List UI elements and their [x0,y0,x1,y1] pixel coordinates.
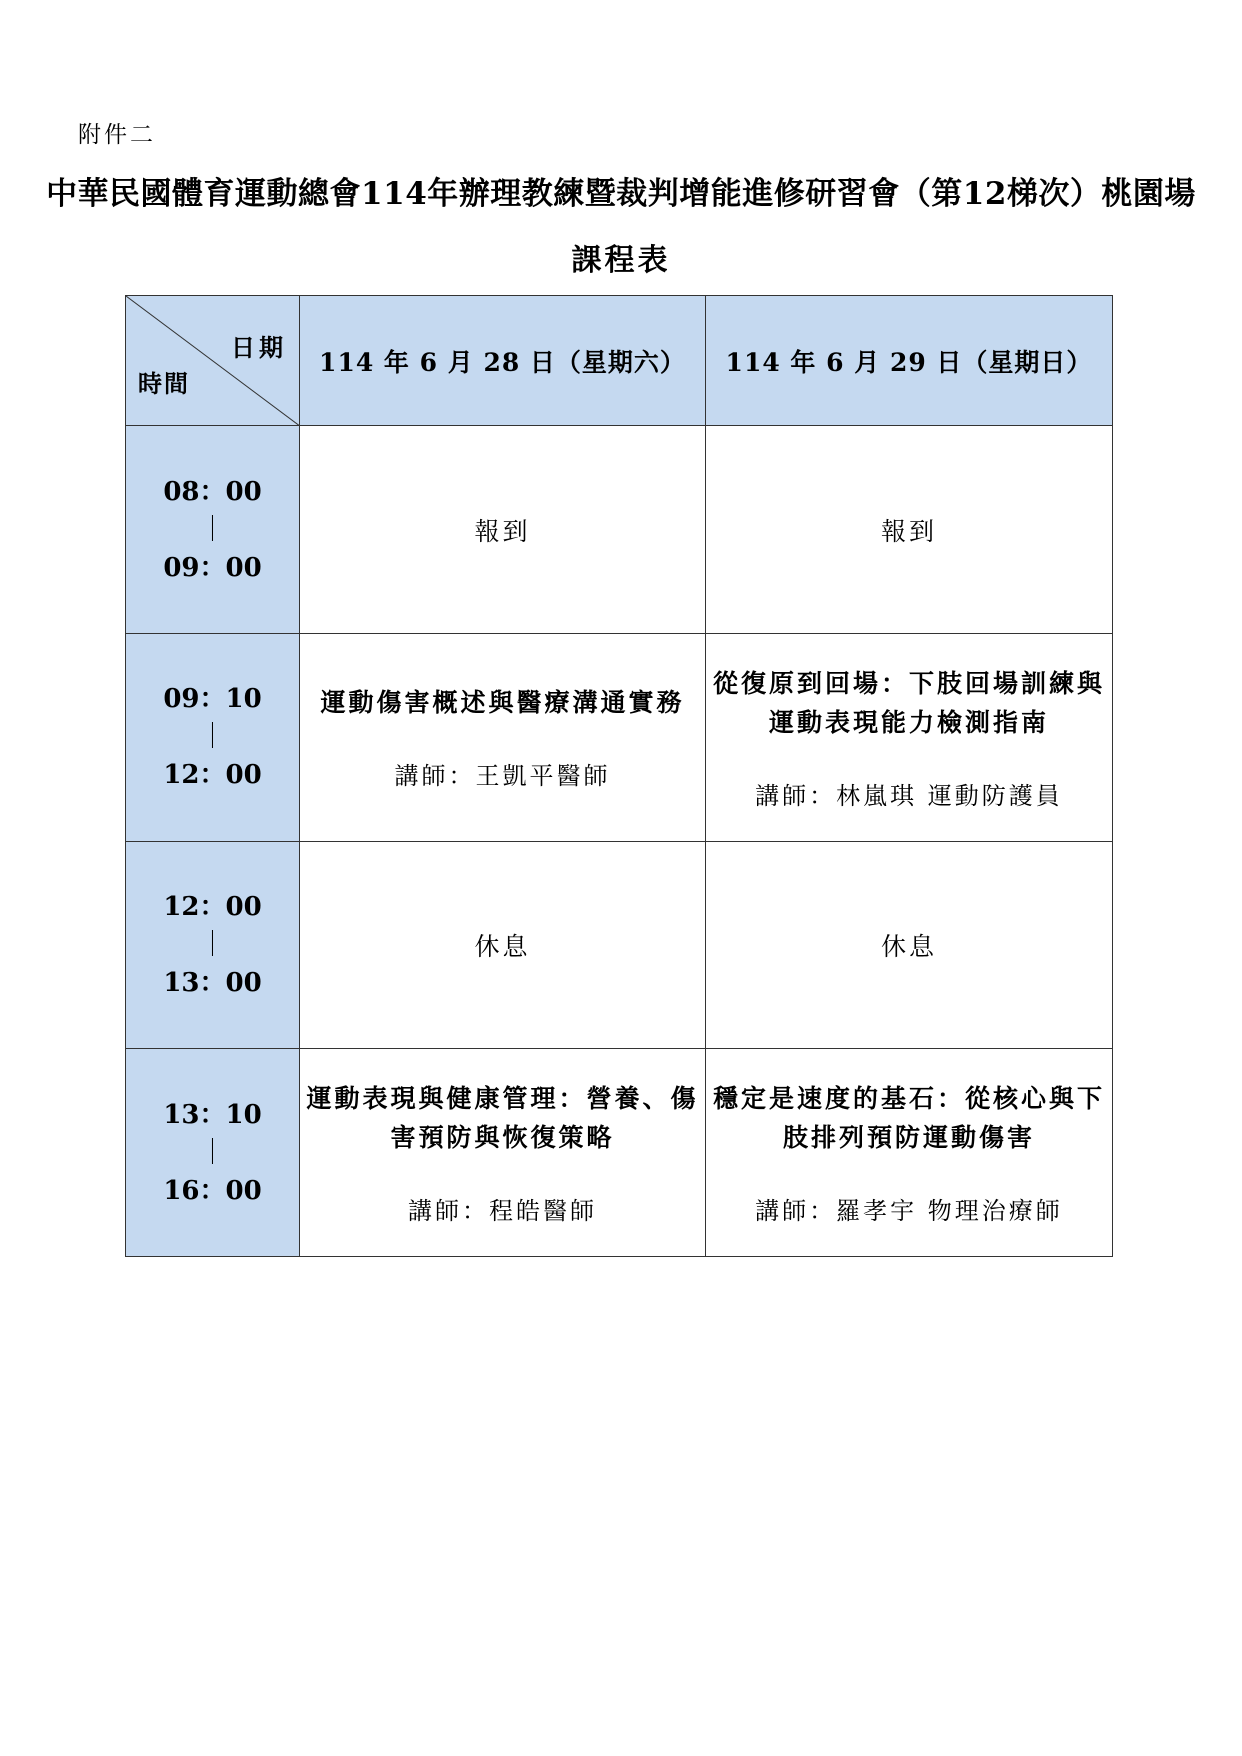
header-row [126,296,1113,426]
schedule-row [126,841,1113,1049]
time-slot [126,841,300,1049]
schedule-row [126,634,1113,842]
document-title: 中華民國體育運動總會114年辦理教練暨裁判增能進修研習會（第12梯次）桃園場 [46,176,1196,212]
course-title: 運動表現與健康管理：營養、傷害預防與恢復策略 [306,1084,699,1153]
session-cell [300,634,706,842]
schedule-table [125,295,1113,1257]
time-separator: ｜ [199,722,226,753]
start-time: 09：10 [163,684,262,715]
session-cell: 休息 [300,841,706,1049]
corner-date-label: 日期 [231,333,287,362]
session-cell: 報到 [300,426,706,634]
start-time: 08：00 [163,476,262,507]
course-title: 從復原到回場：下肢回場訓練與運動表現能力檢測指南 [712,668,1105,737]
schedule-row [126,426,1113,634]
end-time: 13：00 [163,968,262,998]
lecturer-name: 講師：王凱平醫師 [394,762,611,791]
lecturer-name: 講師：程皓醫師 [408,1197,597,1226]
corner-time-label: 時間 [138,369,190,398]
day-header-1: 114 年 6 月 28 日（星期六） [300,296,706,426]
time-slot [126,426,300,634]
end-time: 16：00 [163,1175,262,1206]
lecturer-name: 講師：羅孝宇 物理治療師 [755,1197,1063,1226]
time-separator: ｜ [199,930,226,960]
attachment-label: 附件二 [78,122,156,148]
course-title: 穩定是速度的基石：從核心與下肢排列預防運動傷害 [712,1084,1105,1153]
corner-cell [126,296,300,426]
time-separator: ｜ [199,1137,226,1168]
lecturer-name: 講師：林嵐琪 運動防護員 [755,781,1063,810]
start-time: 13：10 [163,1099,262,1130]
end-time: 12：00 [163,760,262,791]
session-cell [706,634,1113,842]
time-slot [126,1049,300,1257]
day-header-2: 114 年 6 月 29 日（星期日） [706,296,1113,426]
session-cell: 休息 [706,841,1113,1049]
schedule-row [126,1049,1113,1257]
session-cell [706,1049,1113,1257]
document-subtitle: 課程表 [571,243,671,278]
time-separator: ｜ [199,514,226,545]
session-cell: 報到 [706,426,1113,634]
time-slot [126,634,300,842]
session-cell [300,1049,706,1257]
course-title: 運動傷害概述與醫療溝通實務 [320,688,685,718]
start-time: 12：00 [163,892,262,922]
end-time: 09：00 [163,552,262,583]
